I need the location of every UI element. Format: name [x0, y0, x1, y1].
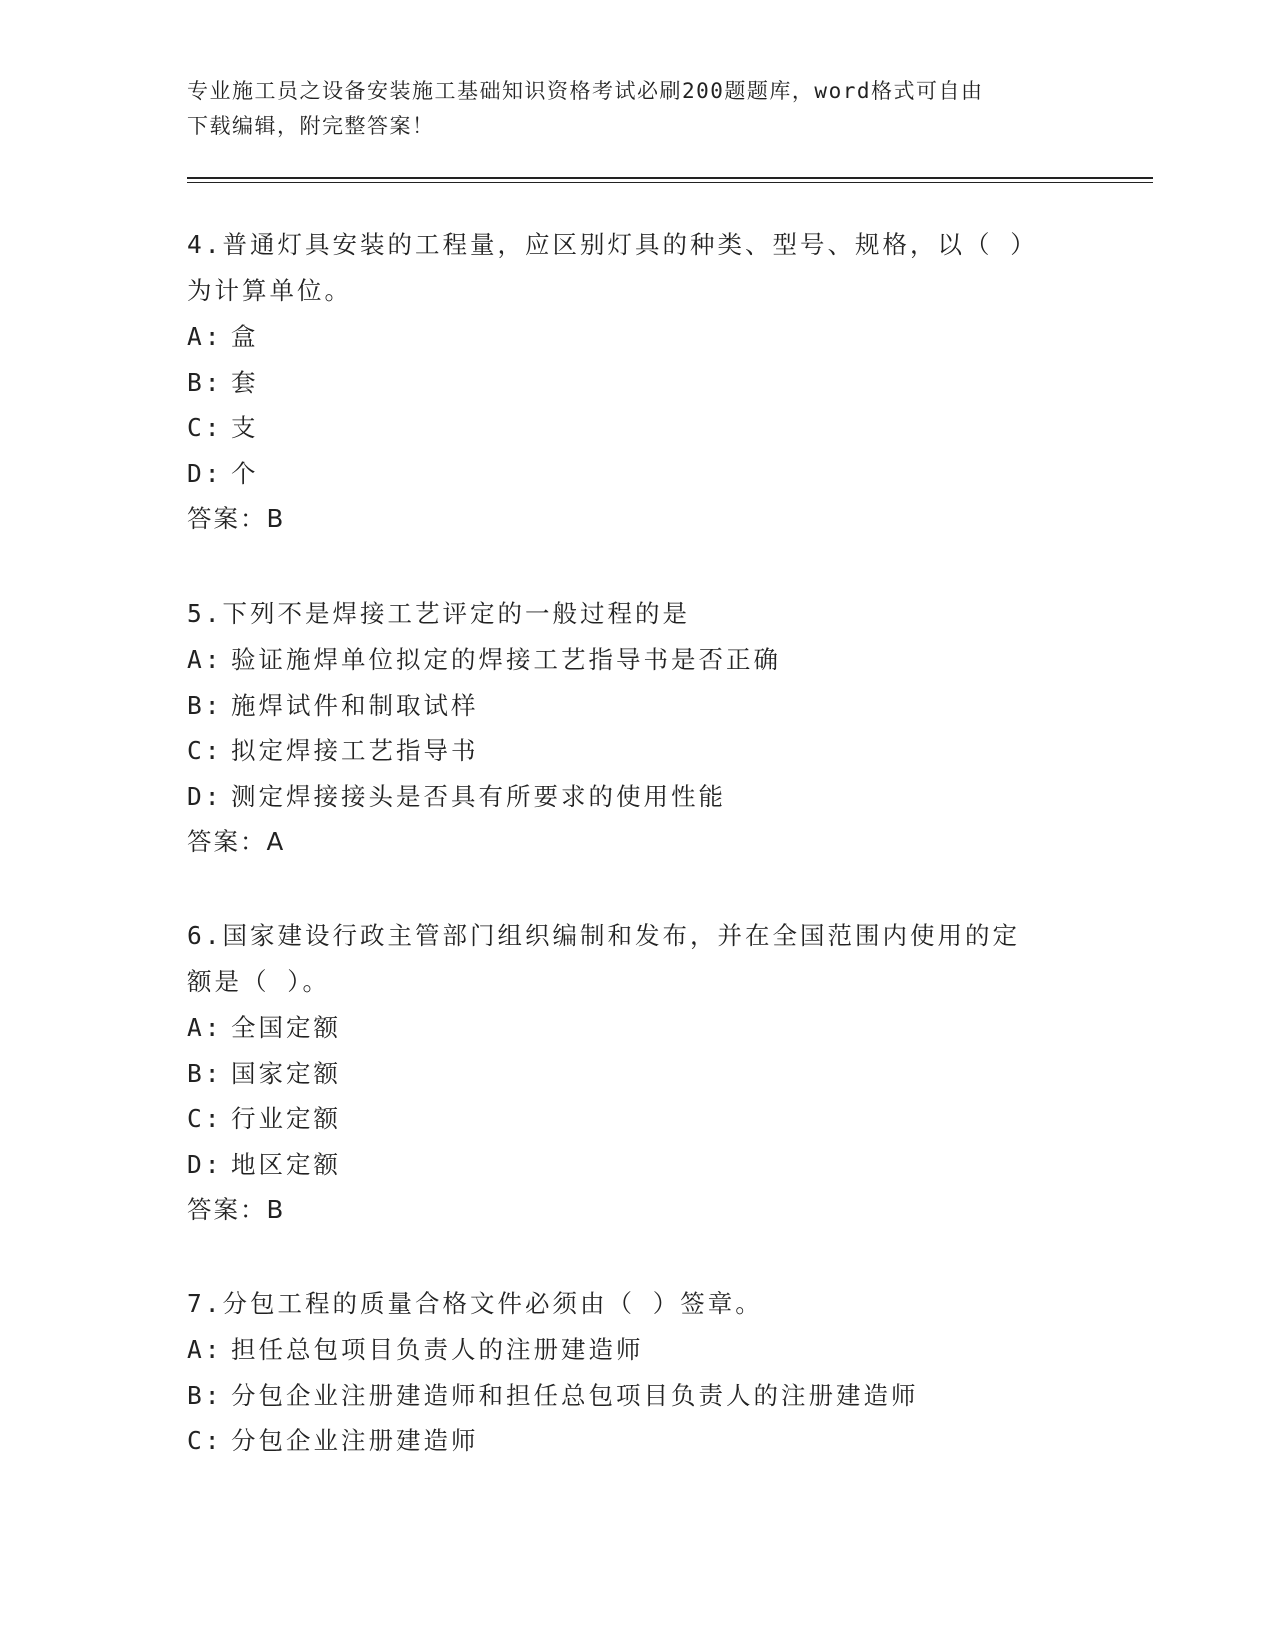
option-text: 分包企业注册建造师和担任总包项目负责人的注册建造师: [231, 1380, 919, 1410]
option-letter: D:: [187, 458, 223, 488]
option-text: 国家定额: [231, 1058, 341, 1088]
option-b: [187, 360, 1067, 406]
question-stem-line: 额是（ ）。: [187, 967, 330, 996]
option-b: [187, 1051, 1067, 1097]
option-letter: C:: [187, 413, 223, 442]
option-letter: B:: [187, 690, 223, 720]
question-stem-line: 7.分包工程的质量合格文件必须由（ ）签章。: [187, 1289, 763, 1318]
option-c: [187, 728, 1067, 774]
option-text: 个: [231, 458, 259, 488]
option-letter: A:: [187, 1013, 223, 1042]
option-letter: C:: [187, 1104, 223, 1133]
option-letter: D:: [187, 781, 223, 811]
option-text: 拟定焊接工艺指导书: [231, 736, 479, 765]
question-stem-line: 4.普通灯具安装的工程量，应区别灯具的种类、型号、规格，以（ ）: [187, 230, 1038, 259]
question-5: [187, 591, 1067, 865]
option-text: 验证施焊单位拟定的焊接工艺指导书是否正确: [231, 645, 781, 674]
option-letter: D:: [187, 1149, 223, 1179]
option-text: 盒: [231, 322, 259, 351]
option-letter: B:: [187, 367, 223, 397]
header-divider-thin: [187, 182, 1153, 183]
option-d: [187, 451, 1067, 497]
option-b: [187, 1373, 1067, 1419]
option-letter: C:: [187, 1426, 223, 1455]
option-text: 地区定额: [231, 1149, 341, 1179]
option-text: 行业定额: [231, 1104, 341, 1133]
header-line-2: 下载编辑，附完整答案！: [187, 114, 435, 138]
option-a: [187, 314, 1067, 360]
option-c: [187, 1096, 1067, 1142]
option-text: 分包企业注册建造师: [231, 1426, 479, 1455]
option-a: [187, 1327, 1067, 1373]
option-letter: A:: [187, 322, 223, 351]
question-6: [187, 913, 1067, 1233]
option-letter: C:: [187, 736, 223, 765]
option-a: [187, 1005, 1067, 1051]
option-b: [187, 683, 1067, 729]
option-d: [187, 1142, 1067, 1188]
answer-line: 答案：B: [187, 1195, 286, 1224]
option-c: [187, 405, 1067, 451]
option-letter: B:: [187, 1058, 223, 1088]
option-letter: A:: [187, 1335, 223, 1364]
option-c: [187, 1418, 1067, 1464]
header-divider-thick: [187, 177, 1153, 179]
question-stem-line: 为计算单位。: [187, 276, 352, 305]
option-letter: A:: [187, 645, 223, 674]
header-line-1: 专业施工员之设备安装施工基础知识资格考试必刷200题题库，word格式可自由: [187, 79, 984, 103]
question-stem-line: 5.下列不是焊接工艺评定的一般过程的是: [187, 599, 690, 628]
document-header: [187, 74, 1067, 144]
option-text: 测定焊接接头是否具有所要求的使用性能: [231, 781, 726, 811]
question-stem-line: 6.国家建设行政主管部门组织编制和发布，并在全国范围内使用的定: [187, 921, 1020, 950]
option-text: 施焊试件和制取试样: [231, 690, 479, 720]
option-a: [187, 637, 1067, 683]
option-text: 套: [231, 367, 259, 397]
option-d: [187, 774, 1067, 820]
option-text: 全国定额: [231, 1013, 341, 1042]
answer-line: 答案：A: [187, 827, 286, 856]
option-text: 支: [231, 413, 259, 442]
option-letter: B:: [187, 1380, 223, 1410]
option-text: 担任总包项目负责人的注册建造师: [231, 1335, 644, 1364]
answer-line: 答案：B: [187, 504, 286, 533]
question-7: [187, 1281, 1067, 1464]
question-4: [187, 222, 1067, 542]
